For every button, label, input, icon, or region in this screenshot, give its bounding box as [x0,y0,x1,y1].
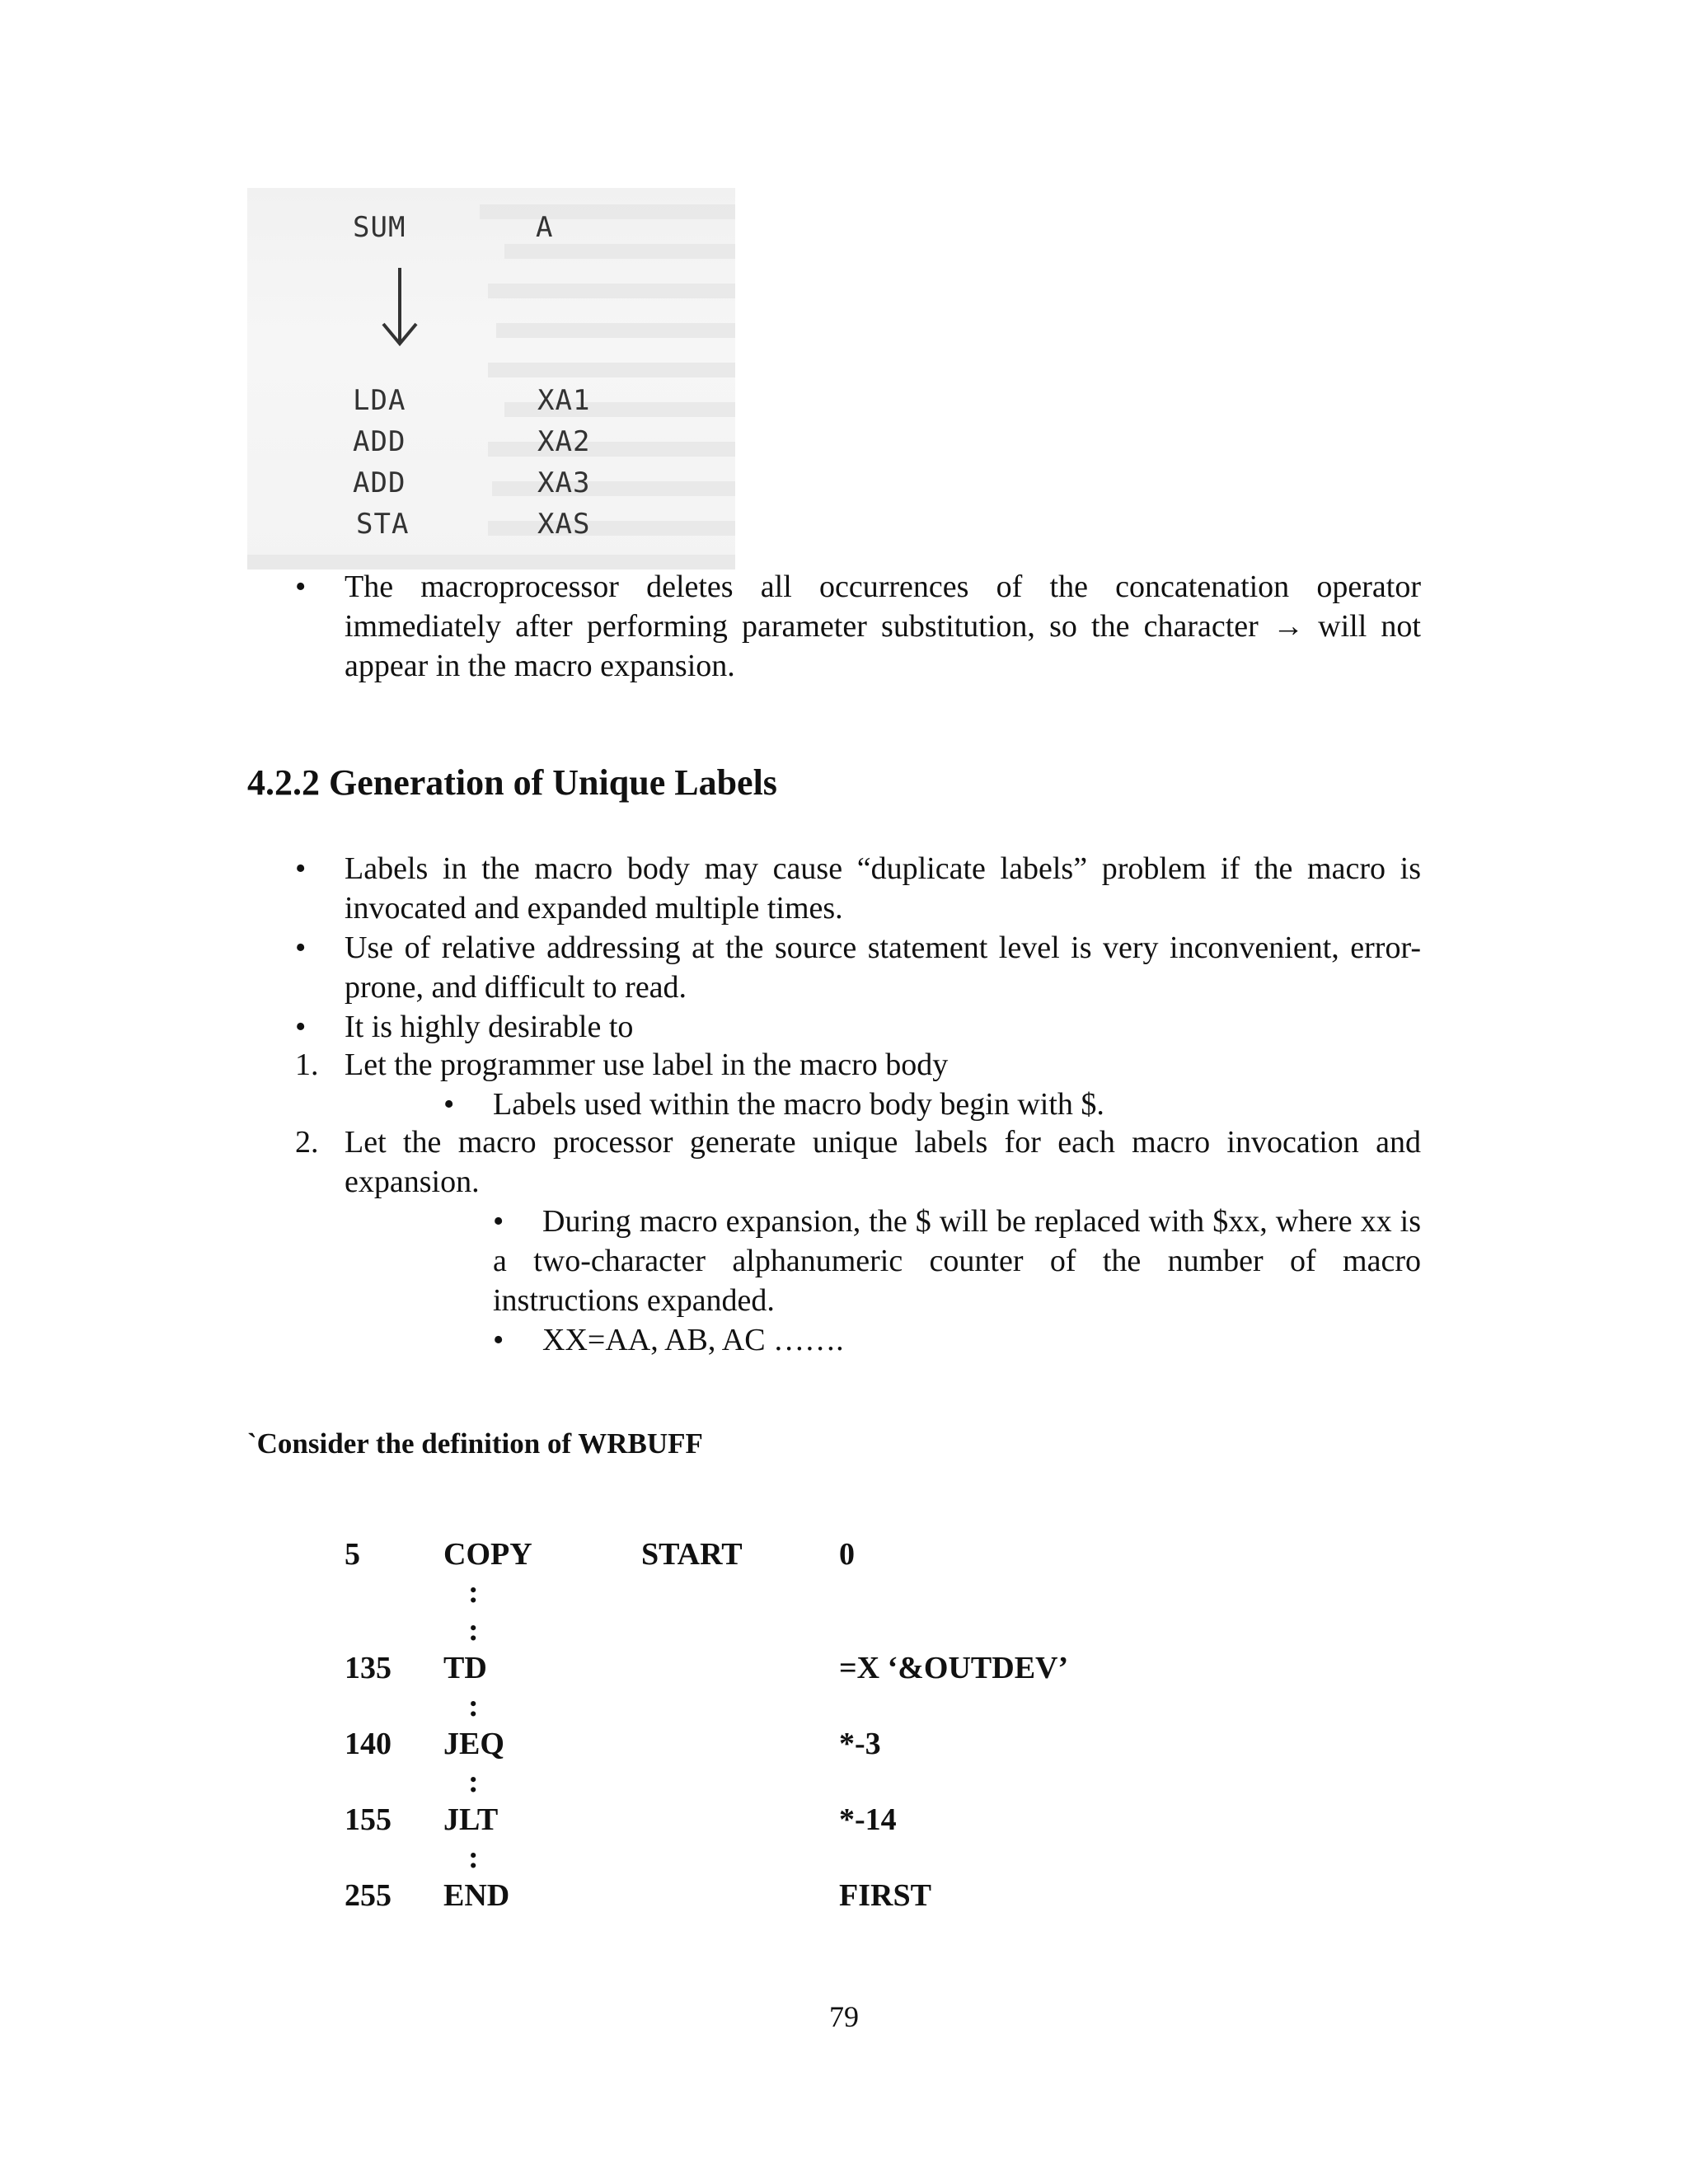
code-operand: *-14 [839,1802,897,1837]
list-item: Let the programmer use label in the macro body [345,1047,949,1082]
code-line-number: 255 [345,1878,392,1913]
code-label: TD [443,1651,487,1685]
code-continuation: : [468,1840,479,1875]
list-item: It is highly desirable to [345,1010,634,1044]
sub-list-item: XX=AA, AB, AC ……. [542,1323,844,1357]
list-item: Labels in the macro body may cause “duplicate labels” problem if the macro is invocated and expanded multiple times. [345,851,1421,926]
code-operand: 0 [839,1537,855,1572]
figure-row-op: STA [356,508,410,541]
code-operand: FIRST [839,1878,931,1913]
figure-a-label: A [536,211,554,244]
code-label: END [443,1878,510,1913]
bullet-dot: • [295,1010,307,1044]
code-label: JEQ [443,1727,504,1761]
intro-bullet-text: The macroprocessor deletes all occurrences of the concatenation operator immediately after performing parameter substitution, so the character → will not appear in the macro expansion. [345,569,1421,683]
bullet-dot: • [443,1087,455,1122]
sub-list-item: Labels used within the macro body begin with $. [493,1087,1104,1122]
list-item: Let the macro processor generate unique labels for each macro invocation and expansion. [345,1125,1421,1199]
figure-sum-label: SUM [353,211,406,244]
page-number: 79 [829,2000,859,2033]
figure-row-op: ADD [353,466,406,499]
code-line-number: 140 [345,1727,392,1761]
code-operand: =X ‘&OUTDEV’ [839,1651,1069,1685]
code-line-number: 135 [345,1651,392,1685]
bullet-dot: • [493,1204,504,1239]
list-number: 2. [295,1125,319,1160]
code-continuation: : [468,1575,479,1610]
down-arrow-icon [379,266,420,349]
figure-row-operand: XA2 [537,425,591,458]
code-line-number: 5 [345,1537,360,1572]
sub-list-item: During macro expansion, the $ will be replaced with $xx, where xx is a two-character alphanumeric counter of the number of macro instructions expanded. [493,1204,1421,1318]
figure-row-operand: XA3 [537,466,591,499]
figure-row-op: ADD [353,425,406,458]
figure-row-op: LDA [353,384,406,417]
code-continuation: : [468,1765,479,1799]
code-line-number: 155 [345,1802,392,1837]
code-label: JLT [443,1802,499,1837]
consider-line: `Consider the definition of WRBUFF [247,1427,703,1460]
code-operand: *-3 [839,1727,881,1761]
figure-row-operand: XA1 [537,384,591,417]
code-continuation: : [468,1689,479,1723]
code-label: COPY [443,1537,532,1572]
section-heading: 4.2.2 Generation of Unique Labels [247,762,777,803]
bullet-dot: • [295,569,307,604]
list-number: 1. [295,1047,319,1082]
bullet-dot: • [295,851,307,886]
code-continuation: : [468,1613,479,1647]
figure-row-operand: XAS [537,508,591,541]
bullet-dot: • [493,1323,504,1357]
scanned-figure [247,188,735,569]
list-item: Use of relative addressing at the source statement level is very inconvenient, error-prone, and difficult to read. [345,930,1421,1005]
bullet-dot: • [295,930,307,965]
code-opcode: START [641,1537,743,1572]
